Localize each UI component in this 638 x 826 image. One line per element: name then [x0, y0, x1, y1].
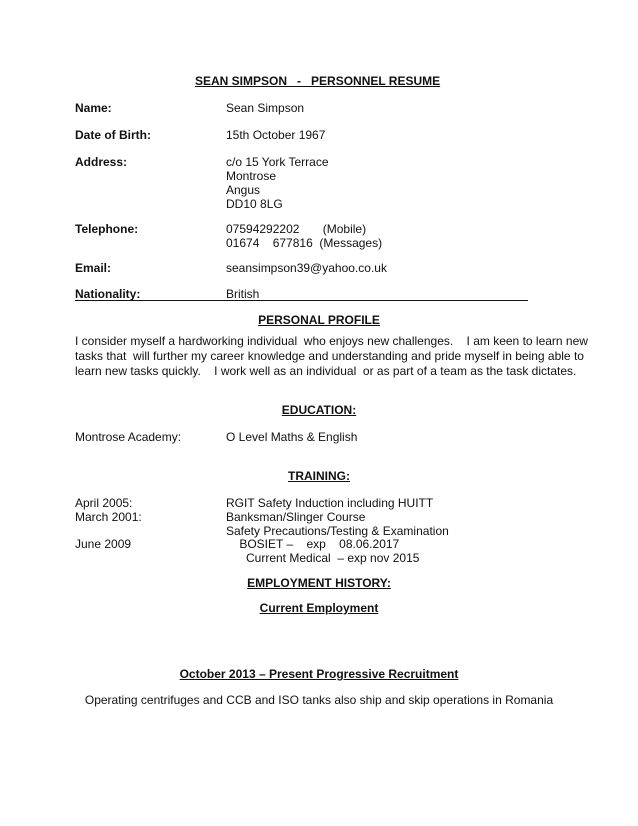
training-date: March 2001:: [75, 510, 142, 524]
current-employment-heading: Current Employment: [259, 601, 379, 615]
training-date: June 2009: [75, 537, 132, 551]
education-qualification: O Level Maths & English: [226, 430, 358, 444]
email-label: Email:: [75, 261, 112, 275]
nationality-value: British: [226, 287, 260, 301]
telephone-messages: 01674 677816 (Messages): [226, 236, 383, 250]
profile-line: I consider myself a hardworking individual who enjoys new challenges. I am keen to learn new: [75, 334, 588, 348]
profile-heading: PERSONAL PROFILE: [258, 313, 380, 327]
name-value: Sean Simpson: [226, 101, 305, 115]
nationality-label: Nationality:: [75, 287, 141, 301]
resume-title: SEAN SIMPSON - PERSONNEL RESUME: [195, 74, 441, 88]
address-line: c/o 15 York Terrace: [226, 155, 329, 169]
training-heading: TRAINING:: [288, 469, 350, 483]
address-line: Angus: [226, 183, 261, 197]
training-date: April 2005:: [75, 496, 133, 510]
address-line: Montrose: [226, 169, 277, 183]
nationality-rule: [75, 300, 528, 301]
address-line: DD10 8LG: [226, 197, 283, 211]
name-label: Name:: [75, 101, 112, 115]
education-heading: EDUCATION:: [281, 403, 357, 417]
training-course: Safety Precautions/Testing & Examination: [226, 524, 449, 538]
job-title: October 2013 – Present Progressive Recruitment: [179, 667, 459, 681]
telephone-label: Telephone:: [75, 222, 139, 236]
education-school: Montrose Academy:: [75, 430, 182, 444]
job-description: Operating centrifuges and CCB and ISO tanks also ship and skip operations in Romania: [84, 693, 554, 707]
telephone-mobile: 07594292202 (Mobile): [226, 222, 367, 236]
training-course: BOSIET – exp 08.06.2017: [226, 537, 400, 551]
training-course: Banksman/Slinger Course: [226, 510, 366, 524]
training-course: Current Medical – exp nov 2015: [226, 551, 420, 565]
dob-label: Date of Birth:: [75, 128, 151, 142]
employment-heading: EMPLOYMENT HISTORY:: [247, 576, 391, 590]
dob-value: 15th October 1967: [226, 128, 326, 142]
address-label: Address:: [75, 155, 128, 169]
training-course: RGIT Safety Induction including HUITT: [226, 496, 434, 510]
email-value: seansimpson39@yahoo.co.uk: [226, 261, 387, 275]
profile-line: tasks that will further my career knowledge and understanding and pride myself in being able to: [75, 349, 584, 363]
profile-line: learn new tasks quickly. I work well as an individual or as part of a team as the task dictates.: [75, 364, 577, 378]
